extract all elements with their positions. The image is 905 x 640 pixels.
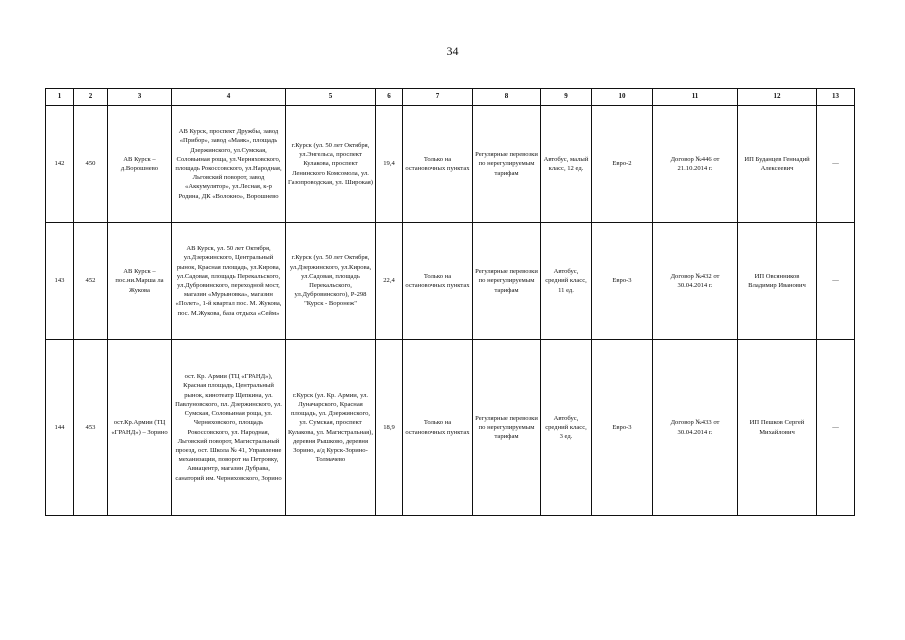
boarding-cell: Только на остановочных пунктах xyxy=(403,340,473,516)
contract-cell: Договор №432 от 30.04.2014 г. xyxy=(653,223,738,340)
column-header: 6 xyxy=(376,89,403,106)
streets-cell: г.Курск (ул. 50 лет Октября, ул.Дзержинского, ул.Кирова, ул.Садовая, площадь Перекальского, ул.Дубровинского), Р-298 "Курск - Воронеж" xyxy=(286,223,376,340)
route-name-cell: АВ Курск – пос.ни.Марша ла Жукова xyxy=(108,223,172,340)
note-cell: — xyxy=(817,340,855,516)
boarding-cell: Только на остановочных пунктах xyxy=(403,223,473,340)
routes-table xyxy=(45,88,855,516)
stops-cell: АВ Курск, проспект Дружбы, завод «Прибор», завод «Маяк», площадь Дзержинского, ул.Сумская, Соловьиная роща, ул.Черняховского, площадь Рокоссовского, ул.Народная, Льговский поворот, завод «Аккумулятор», ул.Лесная, к-р Родина, ДК «Волокно», Ворошнево xyxy=(172,106,286,223)
eco-class-cell: Евро-2 xyxy=(592,106,653,223)
route-code-cell: 453 xyxy=(74,340,108,516)
vehicle-cell: Автобус, малый класс, 12 ед. xyxy=(541,106,592,223)
carrier-cell: ИП Буданцев Геннадий Алексеевич xyxy=(738,106,817,223)
page-number: 34 xyxy=(446,44,459,58)
column-header: 11 xyxy=(653,89,738,106)
boarding-cell: Только на остановочных пунктах xyxy=(403,106,473,223)
table-row xyxy=(46,106,855,223)
header-row xyxy=(46,89,855,106)
stops-cell: ост. Кр. Армии (ТЦ «ГРАНД»), Красная площадь, Центральный рынок, кинотеатр Щепкина, ул. Павлуновского, пл. Дзержинского, ул. Сумская, Соловьиная роща, ул. Черняховского, площадь Рокоссовского, ул. Народная, Льговский поворот, Магистральный проезд, ост. Школа № 41, Управление механизации, поворот на Петровку, Авиацентр, магазин Дубрава, санаторий им. Черняховского, Зорино xyxy=(172,340,286,516)
column-header: 10 xyxy=(592,89,653,106)
column-header: 5 xyxy=(286,89,376,106)
column-header: 12 xyxy=(738,89,817,106)
column-header: 8 xyxy=(473,89,541,106)
distance-cell: 22,4 xyxy=(376,223,403,340)
carrier-cell: ИП Пешков Сергей Михайлович xyxy=(738,340,817,516)
route-code-cell: 452 xyxy=(74,223,108,340)
route-number-cell: 143 xyxy=(46,223,74,340)
eco-class-cell: Евро-3 xyxy=(592,340,653,516)
table-row xyxy=(46,340,855,516)
route-number-cell: 144 xyxy=(46,340,74,516)
route-code-cell: 450 xyxy=(74,106,108,223)
column-header: 3 xyxy=(108,89,172,106)
stops-cell: АВ Курск, ул. 50 лет Октября, ул.Дзержинского, Центральный рынок, Красная площадь, ул.Кирова, ул.Садовая, площадь Перекальского, ул.Дубровинского, переходной мост, магазин «Мурыновка», магазин «Полет», 1-й квартал пос. М. Жукова, пос. М.Жукова, база отдыха «Сейм» xyxy=(172,223,286,340)
note-cell: — xyxy=(817,106,855,223)
route-name-cell: ост.Кр.Армии (ТЦ «ГРАНД») – Зорино xyxy=(108,340,172,516)
distance-cell: 19,4 xyxy=(376,106,403,223)
note-cell: — xyxy=(817,223,855,340)
column-header: 13 xyxy=(817,89,855,106)
streets-cell: г.Курск (ул. Кр. Армии, ул. Луначарского, Красная площадь, ул. Дзержинского, ул. Сумская, проспект Кулакова, ул. Магистральная), деревня Рышково, деревня Зорино, а/д Курск-Зорино-Толмачево xyxy=(286,340,376,516)
distance-cell: 18,9 xyxy=(376,340,403,516)
vehicle-cell: Автобус, средний класс, 3 ед. xyxy=(541,340,592,516)
column-header: 4 xyxy=(172,89,286,106)
contract-cell: Договор №433 от 30.04.2014 г. xyxy=(653,340,738,516)
carrier-cell: ИП Овсянников Владимир Иванович xyxy=(738,223,817,340)
contract-cell: Договор №446 от 21.10.2014 г. xyxy=(653,106,738,223)
vehicle-cell: Автобус, средний класс, 11 ед. xyxy=(541,223,592,340)
eco-class-cell: Евро-3 xyxy=(592,223,653,340)
column-header: 9 xyxy=(541,89,592,106)
transport-type-cell: Регулярные перевозки по нерегулируемым тарифам xyxy=(473,106,541,223)
route-name-cell: АВ Курск – д.Ворошнево xyxy=(108,106,172,223)
column-header: 2 xyxy=(74,89,108,106)
streets-cell: г.Курск (ул. 50 лет Октября, ул.Энгельса, проспект Кулакова, проспект Ленинского Комсомола, ул. Газопроводская, ул. Широкая) xyxy=(286,106,376,223)
table-row xyxy=(46,223,855,340)
transport-type-cell: Регулярные перевозки по нерегулируемым тарифам xyxy=(473,223,541,340)
column-header: 7 xyxy=(403,89,473,106)
transport-type-cell: Регулярные перевозки по нерегулируемым тарифам xyxy=(473,340,541,516)
column-header: 1 xyxy=(46,89,74,106)
route-number-cell: 142 xyxy=(46,106,74,223)
